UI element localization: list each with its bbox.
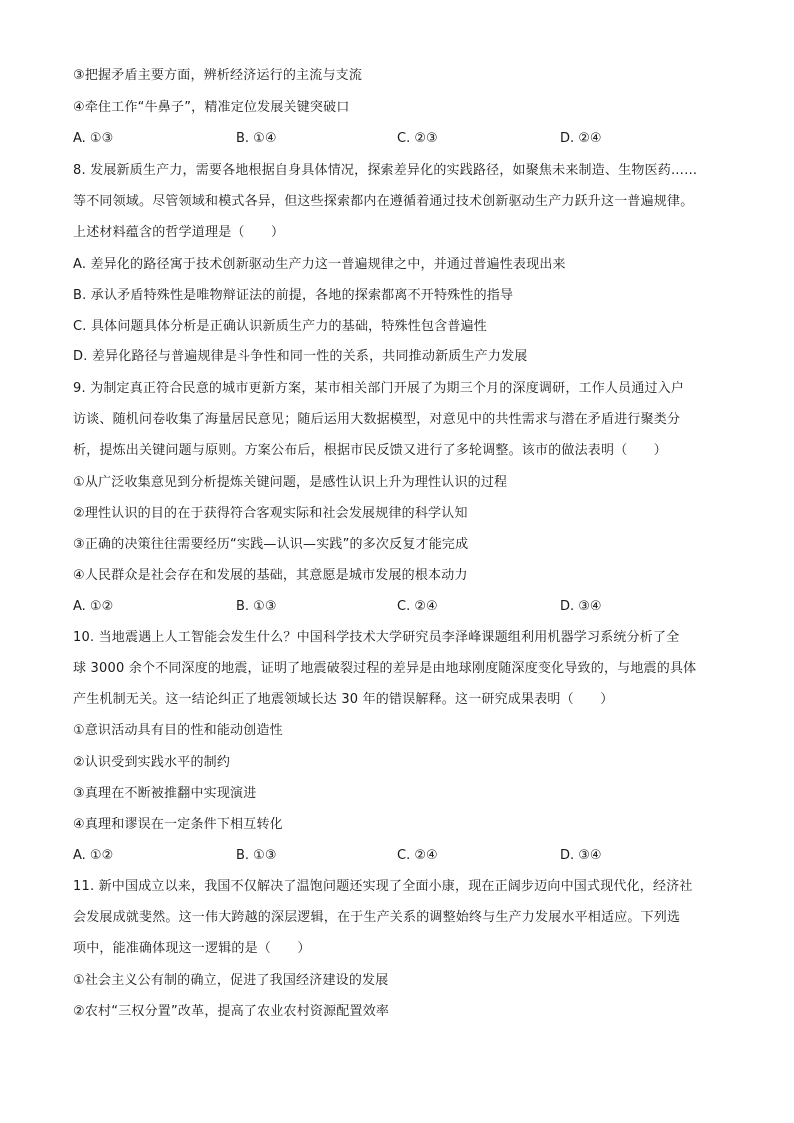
q7-option-a[interactable]: A. ①③ (73, 131, 114, 146)
q8-option-d[interactable]: D. 差异化路径与普遍规律是斗争性和同一性的关系，共同推动新质生产力发展 (73, 349, 528, 364)
q10-statement-1: ①意识活动具有目的性和能动创造性 (73, 723, 283, 738)
q10-stem-line-2: 球 3000 余个不同深度的地震，证明了地震破裂过程的差异是由地球刚度随深度变化导致的，与地震的具体 (73, 661, 697, 676)
q8-option-b[interactable]: B. 承认矛盾特殊性是唯物辩证法的前提，各地的探索都离不开特殊性的指导 (73, 288, 514, 303)
q10-statement-2: ②认识受到实践水平的制约 (73, 755, 231, 770)
q10-statement-4: ④真理和谬误在一定条件下相互转化 (73, 817, 283, 832)
q8-option-c[interactable]: C. 具体问题具体分析是正确认识新质生产力的基础，特殊性包含普遍性 (73, 319, 487, 334)
q10-option-c[interactable]: C. ②④ (397, 848, 438, 863)
q7-options (73, 130, 743, 148)
q9-statement-2: ②理性认识的目的在于获得符合客观实际和社会发展规律的科学认知 (73, 506, 468, 521)
q8-option-a[interactable]: A. 差异化的路径寓于技术创新驱动生产力这一普遍规律之中，并通过普遍性表现出来 (73, 257, 566, 272)
q10-stem-line-1: 10. 当地震遇上人工智能会发生什么？中国科学技术大学研究员李泽峰课题组利用机器学习系统分析了全 (73, 630, 680, 645)
q9-statement-3: ③正确的决策往往需要经历“实践—认识—实践”的多次反复才能完成 (73, 537, 469, 552)
q11-stem-line-3: 项中，能准确体现这一逻辑的是（ ） (73, 941, 311, 956)
q8-stem-line-1: 8. 发展新质生产力，需要各地根据自身具体情况，探索差异化的实践路径，如聚焦未来制造、生物医药…… (73, 163, 698, 178)
q10-option-d[interactable]: D. ③④ (560, 848, 602, 863)
q9-stem-line-3: 析，提炼出关键问题与原则。方案公布后，根据市民反馈又进行了多轮调整。该市的做法表明（ ） (73, 443, 668, 458)
q9-statement-1: ①从广泛收集意见到分析提炼关键问题，是感性认识上升为理性认识的过程 (73, 475, 508, 490)
q10-statement-3: ③真理在不断被推翻中实现演进 (73, 786, 257, 801)
q10-stem-line-3: 产生机制无关。这一结论纠正了地震领域长达 30 年的错误解释。这一研究成果表明（ ） (73, 692, 614, 707)
q10-option-a[interactable]: A. ①② (73, 848, 114, 863)
q11-statement-2: ②农村“三权分置”改革，提高了农业农村资源配置效率 (73, 1004, 390, 1019)
q9-options (73, 598, 743, 616)
q11-stem-line-1: 11. 新中国成立以来，我国不仅解决了温饱问题还实现了全面小康，现在正阔步迈向中国式现代化，经济社 (73, 879, 693, 894)
q8-stem-line-2: 等不同领域。尽管领域和模式各异，但这些探索都内在遵循着通过技术创新驱动生产力跃升这一普遍规律。 (73, 194, 694, 209)
q9-statement-4: ④人民群众是社会存在和发展的基础，其意愿是城市发展的根本动力 (73, 568, 468, 583)
q7-option-c[interactable]: C. ②③ (397, 131, 438, 146)
q8-stem-line-3: 上述材料蕴含的哲学道理是（ ） (73, 225, 285, 240)
q7-statement-3: ③把握矛盾主要方面，辨析经济运行的主流与支流 (73, 68, 363, 83)
q7-statement-4: ④牵住工作“牛鼻子”，精准定位发展关键突破口 (73, 100, 350, 115)
q10-option-b[interactable]: B. ①③ (236, 848, 277, 863)
q7-option-b[interactable]: B. ①④ (236, 131, 277, 146)
q9-option-c[interactable]: C. ②④ (397, 599, 438, 614)
q9-stem-line-2: 访谈、随机问卷收集了海量居民意见；随后运用大数据模型，对意见中的共性需求与潜在矛盾进行聚类分 (73, 412, 681, 427)
q10-options (73, 847, 743, 865)
q9-option-a[interactable]: A. ①② (73, 599, 114, 614)
q11-stem-line-2: 会发展成就斐然。这一伟大跨越的深层逻辑，在于生产关系的调整始终与生产力发展水平相适应。下列选 (73, 910, 681, 925)
q9-option-d[interactable]: D. ③④ (560, 599, 602, 614)
q9-option-b[interactable]: B. ①③ (236, 599, 277, 614)
q11-statement-1: ①社会主义公有制的确立，促进了我国经济建设的发展 (73, 973, 389, 988)
q7-option-d[interactable]: D. ②④ (560, 131, 602, 146)
q9-stem-line-1: 9. 为制定真正符合民意的城市更新方案，某市相关部门开展了为期三个月的深度调研，工作人员通过入户 (73, 381, 685, 396)
